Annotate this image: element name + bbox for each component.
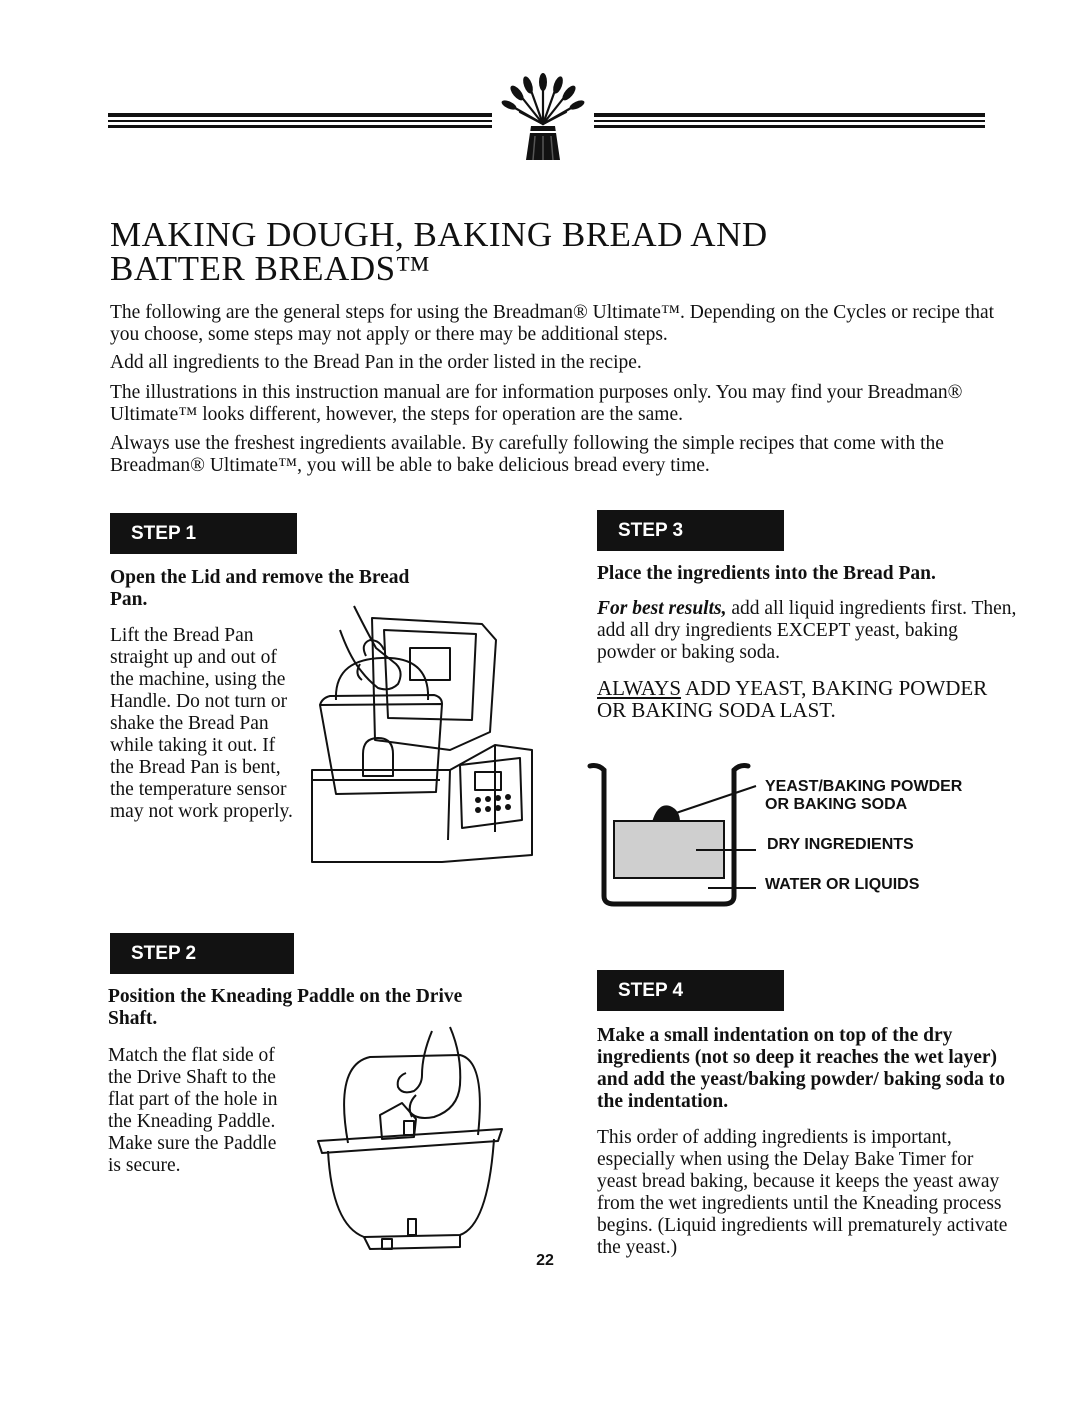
yeast-leader-line: [676, 786, 756, 813]
ingredient-layers-diagram: [588, 758, 758, 908]
step-3-always-note: [597, 677, 997, 721]
water-label: WATER OR LIQUIDS: [765, 876, 920, 893]
yeast-label: [765, 778, 1005, 814]
step-3-always-rest: ADD YEAST, BAKING POWDER OR BAKING SODA LAST.: [597, 676, 988, 722]
step-4-heading: Make a small indentation on top of the dry ingredients (not so deep it reaches the wet layer) and add the yeast/baking powder/ baking soda to the indentation.: [597, 1025, 1005, 1112]
page-title: [110, 215, 910, 288]
step-3-label: STEP 3: [618, 520, 684, 541]
intro-paragraph-2: Add all ingredients to the Bread Pan in the order listed in the recipe.: [110, 352, 642, 373]
step-2-badge: [110, 933, 294, 974]
step-2-heading: Position the Kneading Paddle on the Drive Shaft.: [108, 986, 463, 1029]
page-title-line-2: BATTER BREADS™: [110, 249, 431, 288]
step-1-heading: Open the Lid and remove the Bread Pan.: [110, 567, 410, 610]
yeast-label-line-2: OR BAKING SODA: [765, 796, 908, 813]
step-2-label: STEP 2: [131, 943, 197, 964]
yeast-mound: [652, 805, 680, 822]
yeast-label-line-1: YEAST/BAKING POWDER: [765, 778, 963, 795]
step-3-always-word: ALWAYS: [597, 676, 682, 700]
step-3-badge: [597, 510, 784, 551]
dry-ingredients-label: DRY INGREDIENTS: [767, 836, 914, 853]
page-title-line-1: MAKING DOUGH, BAKING BREAD AND: [110, 215, 768, 254]
step-3-body: [597, 598, 1017, 664]
step-3-body-text: add all liquid ingredients first. Then, add all dry ingredients EXCEPT yeast, baking powder or baking soda.: [597, 598, 1017, 663]
intro-paragraph-4: Always use the freshest ingredients available. By carefully following the simple recipes that come with the Breadman® Ultimate™, you will be able to bake delicious bread every time.: [110, 433, 944, 476]
step-4-body: This order of adding ingredients is important, especially when using the Delay Bake Timer for yeast bread baking, because it keeps the yeast away from the wet ingredients until the Kneading process begins. (Liquid ingredients will prematurely activate the yeast.): [597, 1127, 1008, 1258]
step-2-body: Match the flat side of the Drive Shaft to the flat part of the hole in the Kneading Paddle. Make sure the Paddle is secure.: [108, 1045, 278, 1176]
intro-paragraph-3: The illustrations in this instruction manual are for information purposes only. You may find your Breadman® Ultimate™ looks different, however, the steps for operation are the same.: [110, 382, 963, 425]
step-1-body: Lift the Bread Pan straight up and out of the machine, using the Handle. Do not turn or shake the Bread Pan while taking it out. If the Bread Pan is bent, the temperature sensor may not work properly.: [110, 625, 293, 822]
page-number: 22: [536, 1252, 554, 1269]
step-4-badge: [597, 970, 784, 1011]
step-3-best-results: For best results,: [597, 598, 727, 619]
step-1-label: STEP 1: [131, 523, 197, 544]
step-4-label: STEP 4: [618, 980, 684, 1001]
bread-pan-illustration: [310, 1025, 510, 1257]
bread-machine-illustration: [300, 600, 540, 865]
wheat-sheaf-icon: [498, 72, 588, 164]
step-1-badge: [110, 513, 297, 554]
step-3-heading: Place the ingredients into the Bread Pan.: [597, 563, 936, 584]
intro-paragraph-1: The following are the general steps for using the Breadman® Ultimate™. Depending on the Cycles or recipe that you choose, some steps may not apply or there may be additional steps.: [110, 302, 995, 345]
